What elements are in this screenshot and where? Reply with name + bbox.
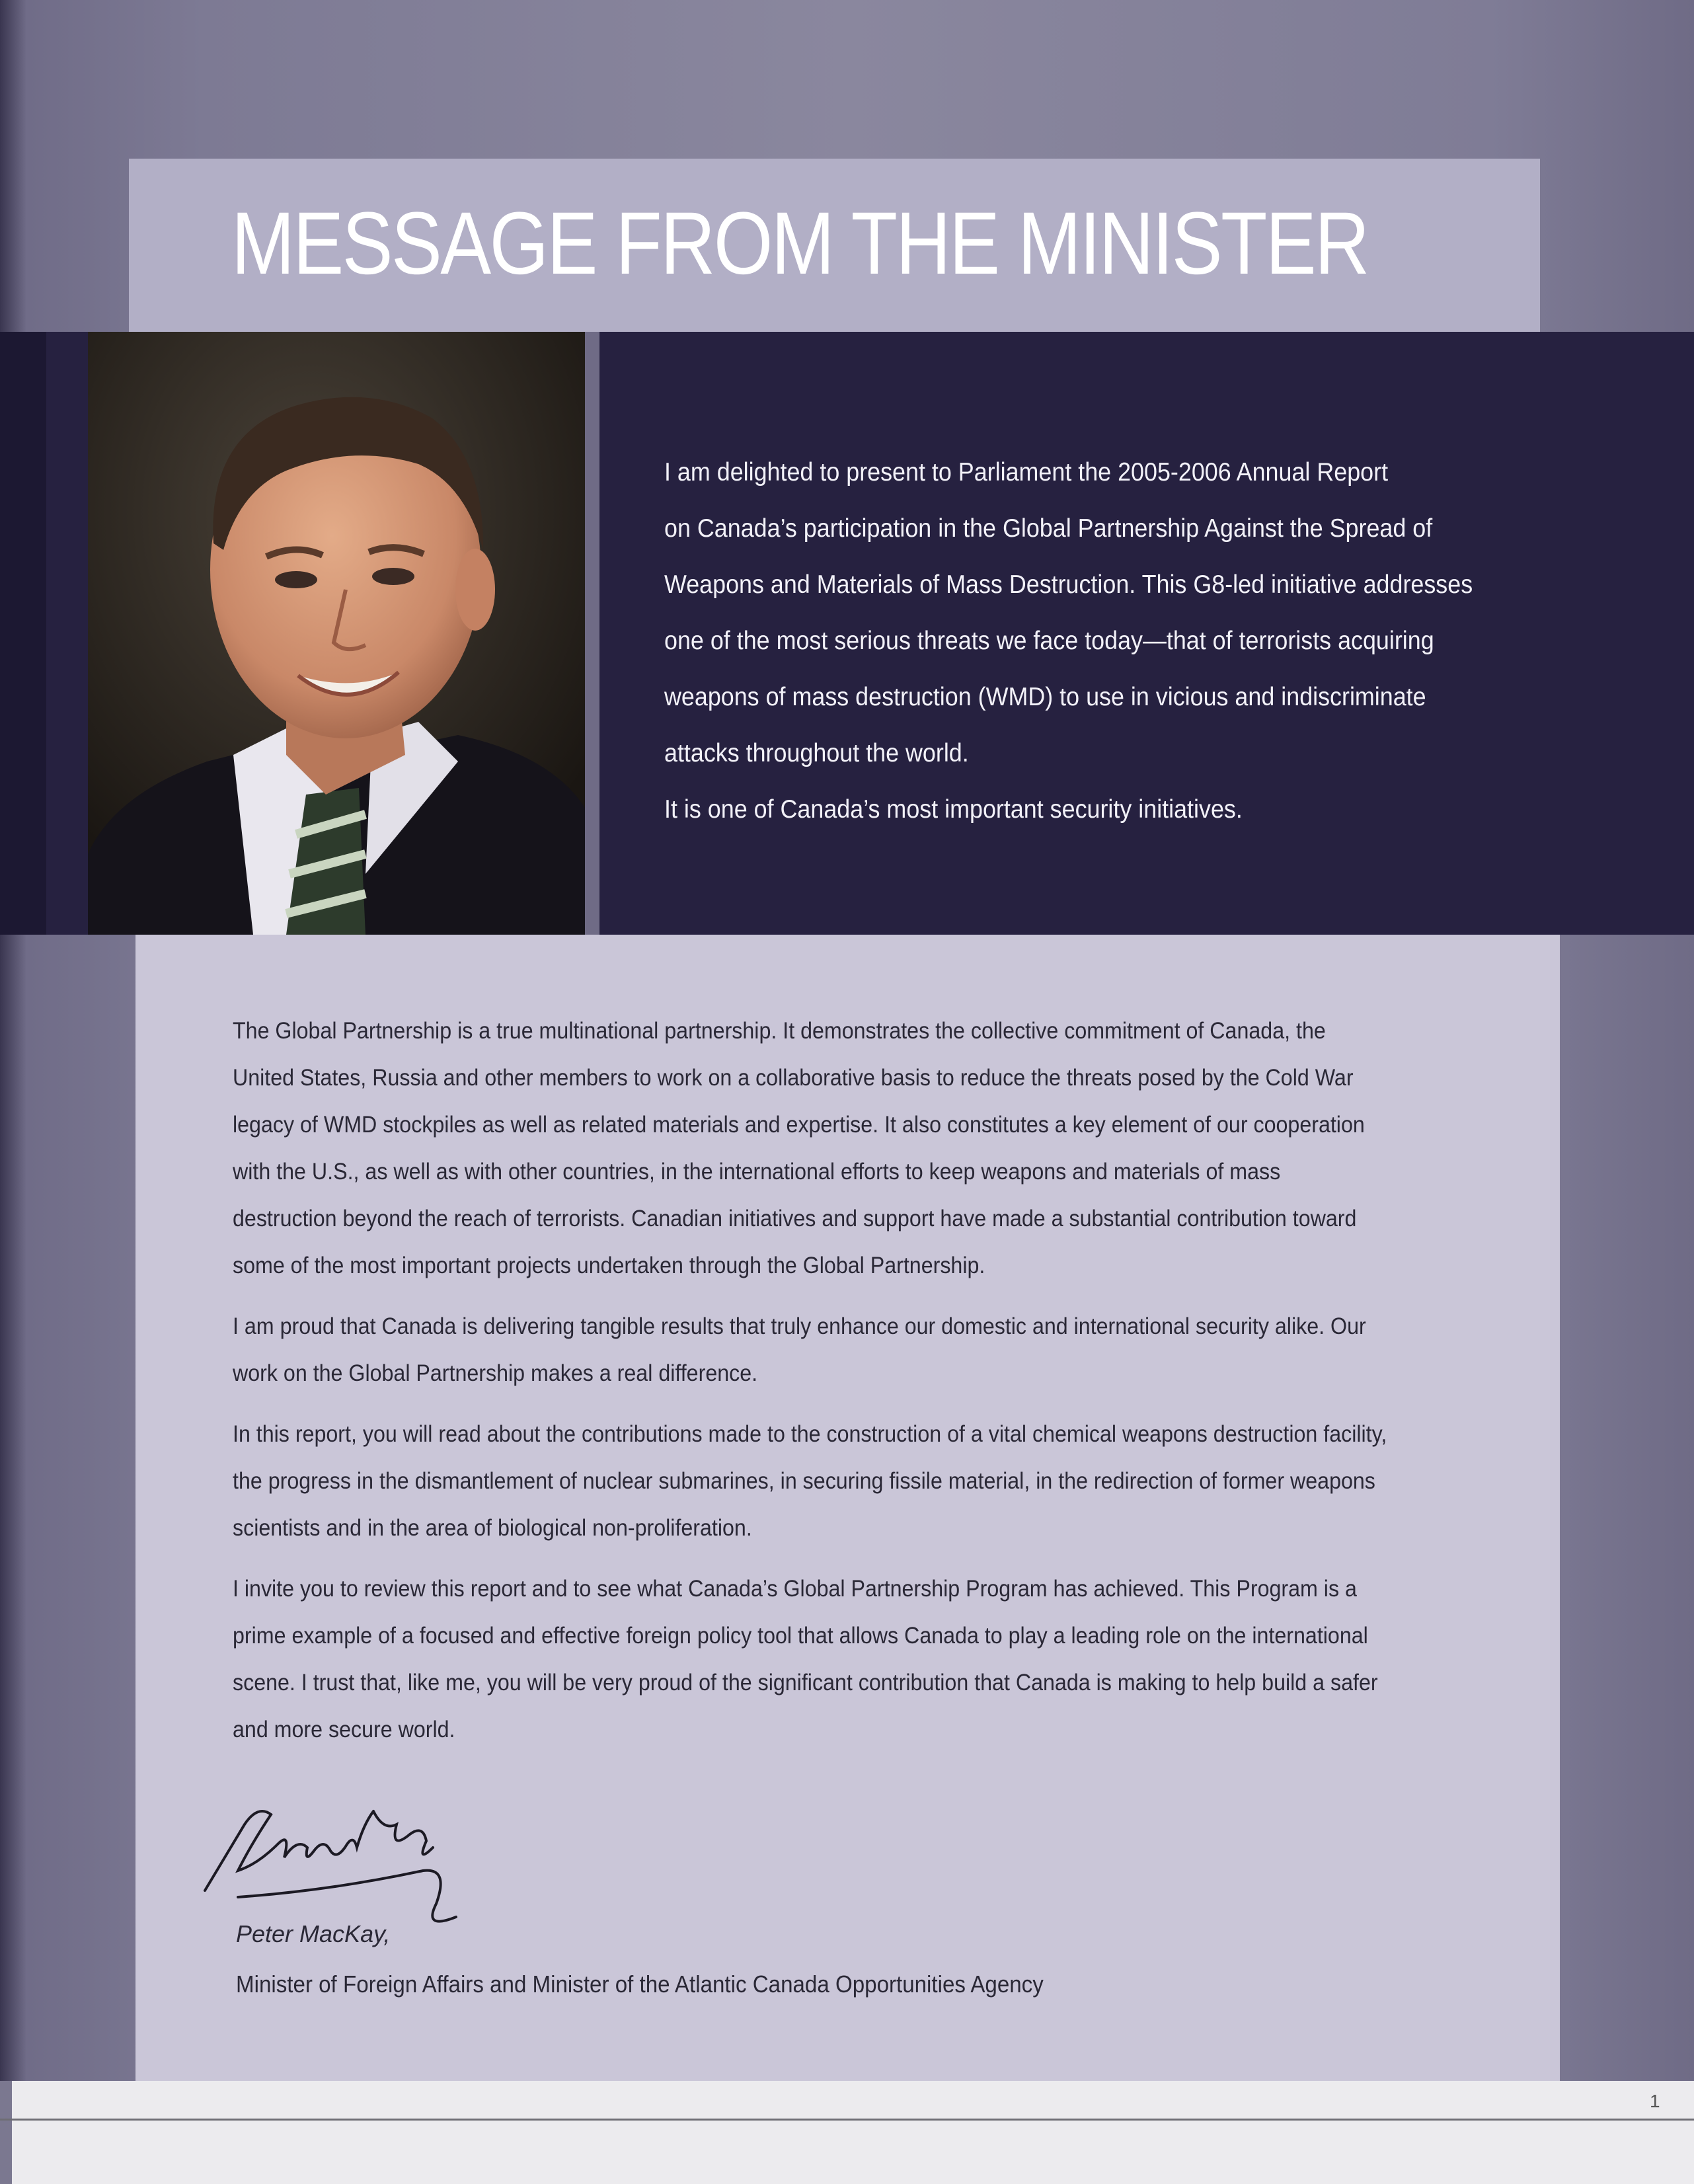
message-body — [233, 1007, 1388, 1767]
intro-line: I am delighted to present to Parliament the 2005-2006 Annual Report — [664, 458, 1389, 487]
binding-shadow — [0, 0, 26, 2184]
page-title: MESSAGE FROM THE MINISTER — [231, 194, 1368, 293]
intro-line: on Canada’s participation in the Global Partnership Against the Spread of — [664, 514, 1433, 543]
intro-line: It is one of Canada’s most important security initiatives. — [664, 795, 1243, 824]
intro-band-edge — [0, 332, 46, 935]
intro-line: one of the most serious threats we face today—that of terrorists acquiring — [664, 627, 1434, 655]
intro-line: weapons of mass destruction (WMD) to use in vicious and indiscriminate — [664, 683, 1426, 711]
body-paragraph: The Global Partnership is a true multinational partnership. It demonstrates the collective commitment of Canada, the United States, Russia and other members to work on a collaborative basis to reduce the threats posed by the Cold War legacy of WMD stockpiles as well as related materials and expertise. It also constitutes a key element of our cooperation with the U.S., as well as with other countries, in the international efforts to keep weapons and materials of mass destruction beyond the reach of terrorists. Canadian initiatives and support have made a substantial contribution toward some of the most important projects undertaken through the Global Partnership. — [233, 1018, 1365, 1278]
footer-binding-edge — [0, 2081, 12, 2184]
body-paragraph: I am proud that Canada is delivering tangible results that truly enhance our domestic and international security alike. Our work on the Global Partnership makes a real difference. — [233, 1313, 1366, 1386]
page-footer — [0, 2081, 1694, 2184]
intro-line: Weapons and Materials of Mass Destruction. This G8-led initiative addresses — [664, 570, 1473, 599]
body-paragraph: In this report, you will read about the contributions made to the construction of a vital chemical weapons destruction facility, the progress in the dismantlement of nuclear submarines, in securing fissile material, in the redirection of former weapons scientists and in the area of biological non-proliferation. — [233, 1421, 1387, 1541]
footer-rule — [0, 2119, 1694, 2121]
body-paragraph: I invite you to review this report and to see what Canada’s Global Partnership Program has achieved. This Program is a prime example of a focused and effective foreign policy tool that allows Canada to play a leading role on the international scene. I trust that, like me, you will be very proud of the significant contribution that Canada is making to help build a safer and more secure world. — [233, 1576, 1378, 1742]
page-number: 1 — [1650, 2091, 1660, 2111]
intro-line: attacks throughout the world. — [664, 739, 969, 767]
signer-title: Minister of Foreign Affairs and Minister of the Atlantic Canada Opportunities Agency — [236, 1970, 1044, 1998]
intro-message — [664, 444, 1491, 838]
signer-name: Peter MacKay, — [236, 1920, 391, 1947]
minister-portrait — [88, 332, 585, 935]
photo-divider — [585, 332, 599, 935]
minister-portrait-image — [88, 332, 585, 935]
